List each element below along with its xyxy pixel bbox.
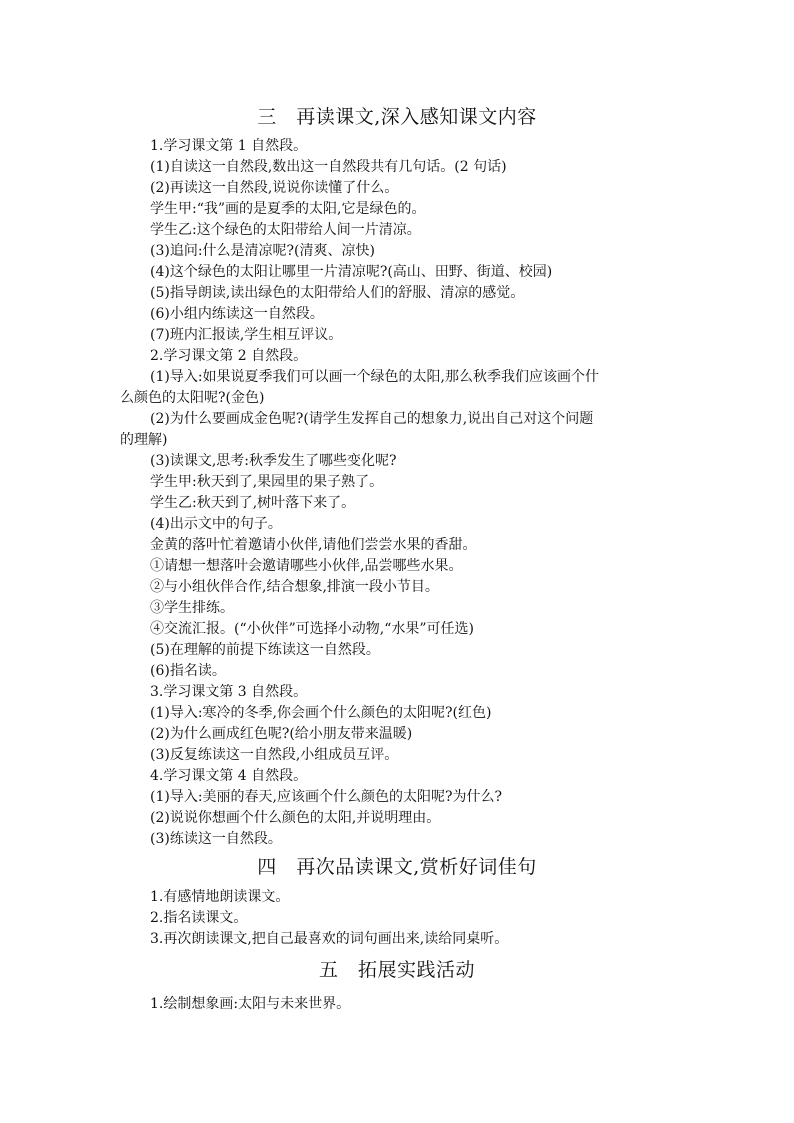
paragraph-line: 1.学习课文第 1 自然段。	[150, 138, 308, 154]
paragraph-line: (4)这个绿色的太阳让哪里一片清凉呢?(高山、田野、街道、校园)	[150, 264, 553, 280]
paragraph-line: 4.学习课文第 4 自然段。	[150, 768, 308, 784]
paragraph-line: ①请想一想落叶会邀请哪些小伙伴,品尝哪些水果。	[150, 558, 463, 574]
paragraph-line: 金黄的落叶忙着邀请小伙伴,请他们尝尝水果的香甜。	[150, 537, 477, 553]
paragraph-line: (1)导入:如果说夏季我们可以画一个绿色的太阳,那么秋季我们应该画个什	[150, 369, 599, 385]
paragraph-line: ③学生排练。	[150, 600, 234, 616]
paragraph-line: 学生乙:这个绿色的太阳带给人间一片清凉。	[150, 222, 421, 238]
paragraph-line: ②与小组伙伴合作,结合想象,排演一段小节目。	[150, 579, 439, 595]
paragraph-line: (7)班内汇报读,学生相互评议。	[150, 327, 343, 343]
paragraph-line: (2)为什么画成红色呢?(给小朋友带来温暖)	[150, 726, 413, 742]
paragraph-line: (5)在理解的前提下练读这一自然段。	[150, 642, 380, 658]
paragraph-line: 学生甲:“我”画的是夏季的太阳,它是绿色的。	[150, 201, 426, 217]
paragraph-line: (6)小组内练读这一自然段。	[150, 306, 324, 322]
paragraph-line: (3)练读这一自然段。	[150, 831, 282, 847]
section-heading-5: 五 拓展实践活动	[318, 959, 475, 981]
paragraph-line: 学生甲:秋天到了,果园里的果子熟了。	[150, 474, 384, 490]
paragraph-line: 学生乙:秋天到了,树叶落下来了。	[150, 495, 356, 511]
section-heading-3: 三 再读课文,深入感知课文内容	[257, 106, 537, 128]
paragraph-line: 的理解)	[120, 432, 168, 448]
paragraph-line: 3.学习课文第 3 自然段。	[150, 684, 308, 700]
paragraph-line: (1)自读这一自然段,数出这一自然段共有几句话。(2 句话)	[150, 159, 507, 175]
paragraph-line: (1)导入:寒冷的冬季,你会画个什么颜色的太阳呢?(红色)	[150, 705, 492, 721]
paragraph-line: (1)导入:美丽的春天,应该画个什么颜色的太阳呢?为什么?	[150, 789, 503, 805]
paragraph-line: (5)指导朗读,读出绿色的太阳带给人们的舒服、清凉的感觉。	[150, 285, 525, 301]
paragraph-line: (3)读课文,思考:秋季发生了哪些变化呢?	[150, 453, 397, 469]
paragraph-line: (2)再读这一自然段,说说你读懂了什么。	[150, 180, 399, 196]
paragraph-line: 3.再次朗读课文,把自己最喜欢的词句画出来,读给同桌听。	[150, 931, 509, 947]
paragraph-line: (3)反复练读这一自然段,小组成员互评。	[150, 747, 399, 763]
paragraph-line: (4)出示文中的句子。	[150, 516, 282, 532]
paragraph-line: (2)说说你想画个什么颜色的太阳,并说明理由。	[150, 810, 441, 826]
paragraph-line: 1.有感情地朗读课文。	[150, 889, 290, 905]
paragraph-line: (2)为什么要画成金色呢?(请学生发挥自己的想象力,说出自己对这个问题	[150, 411, 594, 427]
section-heading-4: 四 再次品读课文,赏析好词佳句	[257, 856, 537, 878]
paragraph-line: ④交流汇报。(“小伙伴”可选择小动物,“水果”可任选)	[150, 621, 475, 637]
paragraph-line: 2.学习课文第 2 自然段。	[150, 348, 308, 364]
paragraph-line: (6)指名读。	[150, 663, 226, 679]
paragraph-line: (3)追问:什么是清凉呢?(清爽、凉快)	[150, 243, 375, 259]
paragraph-line: 2.指名读课文。	[150, 910, 248, 926]
paragraph-line: 1.绘制想象画:太阳与未来世界。	[150, 996, 351, 1012]
paragraph-line: 么颜色的太阳呢?(金色)	[120, 390, 265, 406]
